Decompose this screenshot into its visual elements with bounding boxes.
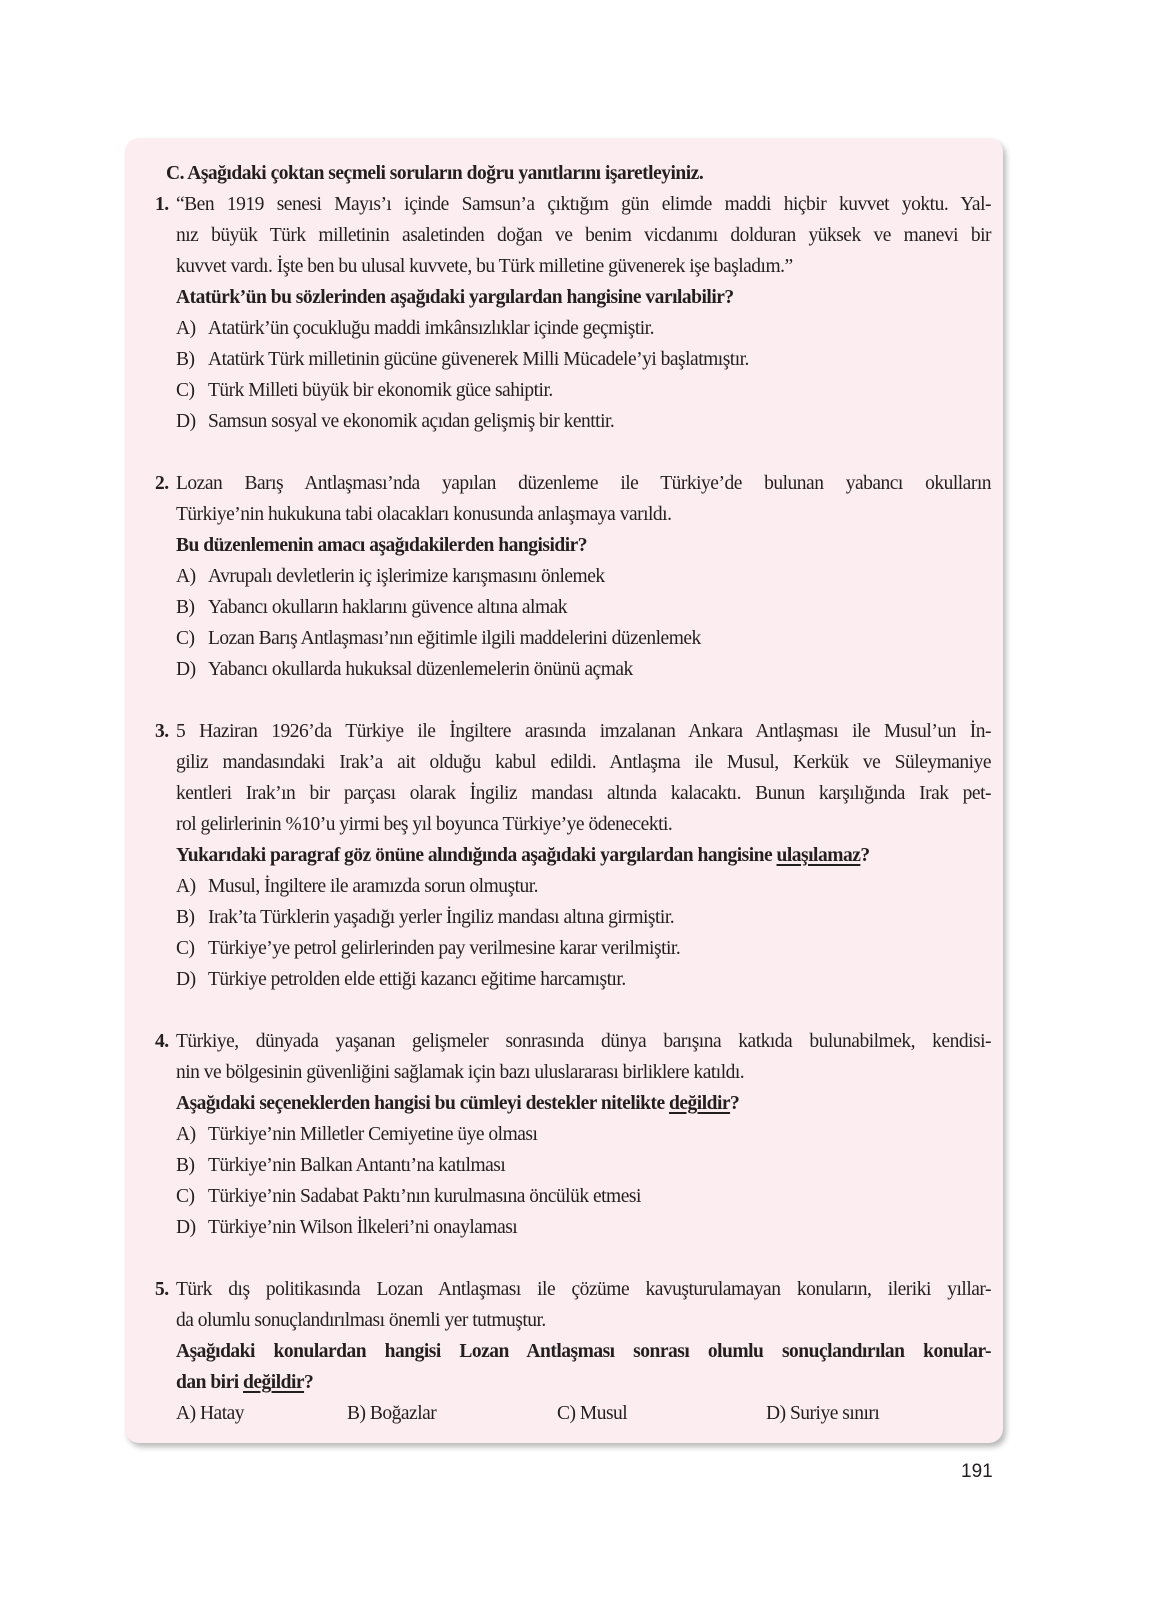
prompt-end: ? xyxy=(304,1372,314,1393)
question-prompt xyxy=(176,1088,991,1119)
option-letter: B) xyxy=(176,349,195,370)
stem-line: 5 Haziran 1926’da Türkiye ile İngiltere arasında imzalanan Ankara Antlaşması ile Musul’un İn- xyxy=(176,721,991,742)
option-letter: D) xyxy=(176,969,196,990)
stem-line: kentleri Irak’ın bir parçası olarak İngiliz mandası altında kalacaktı. Bunun karşılığında Irak pet- xyxy=(176,783,991,804)
question-1 xyxy=(155,189,991,437)
question-5 xyxy=(155,1274,991,1429)
option-c[interactable] xyxy=(557,1398,766,1429)
option-letter: B) xyxy=(176,1155,195,1176)
option-letter: C) xyxy=(176,628,195,649)
stem-line: Türkiye’nin hukukuna tabi olacakları konusunda anlaşmaya varıldı. xyxy=(176,504,672,525)
option-letter: A) xyxy=(176,1403,196,1424)
prompt-emphasis: değildir xyxy=(243,1372,305,1393)
option-d[interactable] xyxy=(766,1398,879,1429)
prompt-text: Aşağıdaki seçeneklerden hangisi bu cümleyi destekler nitelikte xyxy=(176,1093,670,1114)
question-4 xyxy=(155,1026,991,1243)
option-text: Türk Milleti büyük bir ekonomik güce sahiptir. xyxy=(208,380,553,401)
question-2 xyxy=(155,468,991,685)
question-number: 5. xyxy=(155,1279,169,1300)
question-number: 2. xyxy=(155,473,169,494)
page-number: 191 xyxy=(961,1461,993,1482)
option-text: Lozan Barış Antlaşması’nın eğitimle ilgili maddelerini düzenlemek xyxy=(208,628,701,649)
option-b[interactable] xyxy=(176,344,991,375)
option-text: Yabancı okullarda hukuksal düzenlemelerin önünü açmak xyxy=(208,659,633,680)
stem-line: Türkiye, dünyada yaşanan gelişmeler sonrasında dünya barışına katkıda bulunabilmek, kendisi- xyxy=(176,1031,991,1052)
option-d[interactable] xyxy=(176,964,991,995)
option-letter: A) xyxy=(176,1124,196,1145)
question-panel xyxy=(125,138,1003,1443)
option-letter: D) xyxy=(766,1403,786,1424)
option-letter: A) xyxy=(176,876,196,897)
option-letter: B) xyxy=(176,907,195,928)
option-text: Musul, İngiltere ile aramızda sorun olmuştur. xyxy=(208,876,539,897)
option-a[interactable] xyxy=(176,1119,991,1150)
option-text: Irak’ta Türklerin yaşadığı yerler İngiliz mandası altına girmiştir. xyxy=(208,907,675,928)
option-c[interactable] xyxy=(176,933,991,964)
prompt-text: Yukarıdaki paragraf göz önüne alındığında aşağıdaki yargılardan hangisine xyxy=(176,845,777,866)
prompt-end: ? xyxy=(730,1093,740,1114)
option-text: Türkiye’nin Balkan Antantı’na katılması xyxy=(208,1155,506,1176)
option-text: Yabancı okulların haklarını güvence altına almak xyxy=(208,597,568,618)
question-prompt: Aşağıdaki konulardan hangisi Lozan Antlaşması sonrası olumlu sonuçlandırılan konular- xyxy=(176,1341,991,1362)
option-c[interactable] xyxy=(176,375,991,406)
option-text: Türkiye’ye petrol gelirlerinden pay verilmesine karar verilmiştir. xyxy=(208,938,681,959)
question-number: 4. xyxy=(155,1031,169,1052)
option-text: Boğazlar xyxy=(369,1403,437,1424)
option-c[interactable] xyxy=(176,1181,991,1212)
stem-line: kuvvet vardı. İşte ben bu ulusal kuvvete, bu Türk milletine güvenerek işe başladım.” xyxy=(176,256,793,277)
option-b[interactable] xyxy=(176,592,991,623)
option-d[interactable] xyxy=(176,1212,991,1243)
option-letter: B) xyxy=(347,1403,366,1424)
option-d[interactable] xyxy=(176,406,991,437)
question-3 xyxy=(155,716,991,995)
option-text: Samsun sosyal ve ekonomik açıdan gelişmiş bir kenttir. xyxy=(208,411,615,432)
option-text: Türkiye’nin Sadabat Paktı’nın kurulmasına öncülük etmesi xyxy=(208,1186,641,1207)
prompt-text: dan biri xyxy=(176,1372,244,1393)
option-b[interactable] xyxy=(176,902,991,933)
option-text: Avrupalı devletlerin iç işlerimize karışmasını önlemek xyxy=(208,566,605,587)
section-heading: C. Aşağıdaki çoktan seçmeli soruların doğru yanıtlarını işaretleyiniz. xyxy=(166,163,704,184)
question-number: 1. xyxy=(155,194,169,215)
option-d[interactable] xyxy=(176,654,991,685)
stem-line: nin ve bölgesinin güvenliğini sağlamak için bazı uluslararası birliklere katıldı. xyxy=(176,1062,745,1083)
option-letter: D) xyxy=(176,659,196,680)
option-text: Türkiye’nin Wilson İlkeleri’ni onaylaması xyxy=(208,1217,518,1238)
option-text: Türkiye’nin Milletler Cemiyetine üye olması xyxy=(208,1124,538,1145)
option-letter: C) xyxy=(557,1403,576,1424)
option-letter: C) xyxy=(176,380,195,401)
option-a[interactable] xyxy=(176,313,991,344)
option-letter: A) xyxy=(176,318,196,339)
option-b[interactable] xyxy=(176,1150,991,1181)
option-text: Atatürk’ün çocukluğu maddi imkânsızlıklar içinde geçmiştir. xyxy=(208,318,654,339)
stem-line: “Ben 1919 senesi Mayıs’ı içinde Samsun’a çıktığım gün elimde maddi hiçbir kuvvet yoktu. Yal- xyxy=(176,194,991,215)
option-a[interactable] xyxy=(176,1398,347,1429)
option-text: Hatay xyxy=(199,1403,245,1424)
prompt-emphasis: ulaşılamaz xyxy=(776,845,861,866)
stem-line: da olumlu sonuçlandırılması önemli yer tutmuştur. xyxy=(176,1310,546,1331)
stem-line: giliz mandasındaki Irak’a ait olduğu kabul edildi. Antlaşma ile Musul, Kerkük ve Süleymaniye xyxy=(176,752,991,773)
option-text: Atatürk Türk milletinin gücüne güvenerek Milli Mücadele’yi başlatmıştır. xyxy=(208,349,749,370)
option-a[interactable] xyxy=(176,561,991,592)
stem-line: nız büyük Türk milletinin asaletinden doğan ve benim vicdanımı dolduran yüksek ve manevi bir xyxy=(176,225,991,246)
question-number: 3. xyxy=(155,721,169,742)
option-letter: C) xyxy=(176,938,195,959)
option-c[interactable] xyxy=(176,623,991,654)
option-text: Suriye sınırı xyxy=(789,1403,880,1424)
question-prompt xyxy=(176,840,991,871)
prompt-emphasis: değildir xyxy=(669,1093,731,1114)
option-a[interactable] xyxy=(176,871,991,902)
option-letter: B) xyxy=(176,597,195,618)
option-b[interactable] xyxy=(347,1398,557,1429)
question-prompt: Bu düzenlemenin amacı aşağıdakilerden hangisidir? xyxy=(176,535,588,556)
option-text: Musul xyxy=(579,1403,628,1424)
stem-line: rol gelirlerinin %10’u yirmi beş yıl boyunca Türkiye’ye ödenecekti. xyxy=(176,814,673,835)
prompt-end: ? xyxy=(860,845,870,866)
option-letter: D) xyxy=(176,1217,196,1238)
question-prompt-cont xyxy=(176,1367,991,1398)
stem-line: Türk dış politikasında Lozan Antlaşması ile çözüme kavuşturulamayan konuların, ileriki yıllar- xyxy=(176,1279,991,1300)
option-letter: C) xyxy=(176,1186,195,1207)
stem-line: Lozan Barış Antlaşması’nda yapılan düzenleme ile Türkiye’de bulunan yabancı okulların xyxy=(176,473,991,494)
option-letter: A) xyxy=(176,566,196,587)
option-letter: D) xyxy=(176,411,196,432)
option-text: Türkiye petrolden elde ettiği kazancı eğitime harcamıştır. xyxy=(208,969,626,990)
options-row xyxy=(176,1398,991,1429)
question-prompt: Atatürk’ün bu sözlerinden aşağıdaki yargılardan hangisine varılabilir? xyxy=(176,287,734,308)
